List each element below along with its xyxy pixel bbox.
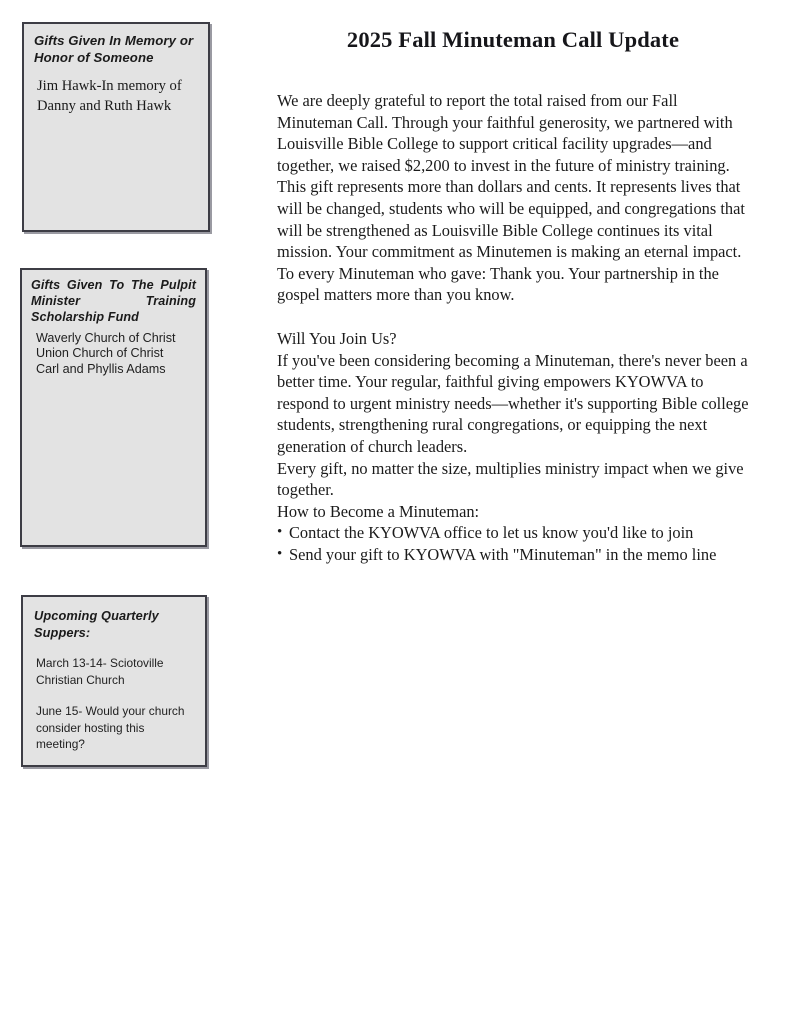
heading-how-to-become-a-minuteman: How to Become a Minuteman: <box>277 501 480 521</box>
sidebar-box-scholarship-body <box>31 331 196 377</box>
sidebar-box-scholarship-gifts <box>20 268 207 547</box>
list-item: • Send your gift to KYOWVA with "Minuteman" in the memo line <box>277 544 749 566</box>
section-join-us <box>277 328 749 458</box>
list-item: Carl and Phyllis Adams <box>36 361 166 376</box>
sidebar-box-memory-gifts <box>22 22 210 232</box>
sidebar-box-memory-heading: Gifts Given In Memory or Honor of Someone <box>34 33 194 65</box>
list-item: Union Church of Christ <box>36 346 164 361</box>
list-item: Jim Hawk-In memory of Danny and Ruth Hawk <box>37 78 182 114</box>
sidebar-box-upcoming-suppers <box>21 595 207 767</box>
page-title: 2025 Fall Minuteman Call Update <box>346 27 680 52</box>
how-to-steps-list <box>277 522 749 565</box>
heading-will-you-join-us: Will You Join Us? <box>277 328 397 348</box>
sidebar-box-scholarship-heading: Gifts Given To The Pulpit Minister Training Scholarship Fund <box>31 278 196 324</box>
sidebar-box-memory-body <box>34 77 198 116</box>
list-item: March 13-14- Sciotoville Christian Church <box>36 656 164 687</box>
sidebar-box-suppers-heading: Upcoming Quarterly Suppers: <box>34 608 159 640</box>
sidebar-box-suppers-body <box>34 655 194 753</box>
article-column <box>277 26 749 565</box>
paragraph-every-gift: Every gift, no matter the size, multiplies ministry impact when we give together. <box>277 458 744 500</box>
list-item: Waverly Church of Christ <box>36 331 176 345</box>
list-item: • Contact the KYOWVA office to let us know you'd like to join <box>277 522 749 544</box>
paragraph-gratitude: We are deeply grateful to report the total raised from our Fall Minuteman Call. Through your faithful generosity, we partnered with Louisville Bible College to support critical facility upgrades—and together, we raised $2,200 to invest in the future of ministry training. This gift represents more than dollars and cents. It represents lives that will be changed, students who will be equipped, and congregations that will be strengthened as Louisville Bible College continues its vital mission. Your commitment as Minutemen is making an eternal impact. To every Minuteman who gave: Thank you. Your partnership in the gospel matters more than you know. <box>277 91 745 305</box>
list-item: June 15- Would your church consider hosting this meeting? <box>36 704 185 751</box>
paragraph-join-us: If you've been considering becoming a Minuteman, there's never been a better time. Your regular, faithful giving empowers KYOWVA to respond to urgent ministry needs—whether it's supporting Bible college students, strengthening rural congregations, or equipping the next generation of church leaders. <box>277 350 749 456</box>
